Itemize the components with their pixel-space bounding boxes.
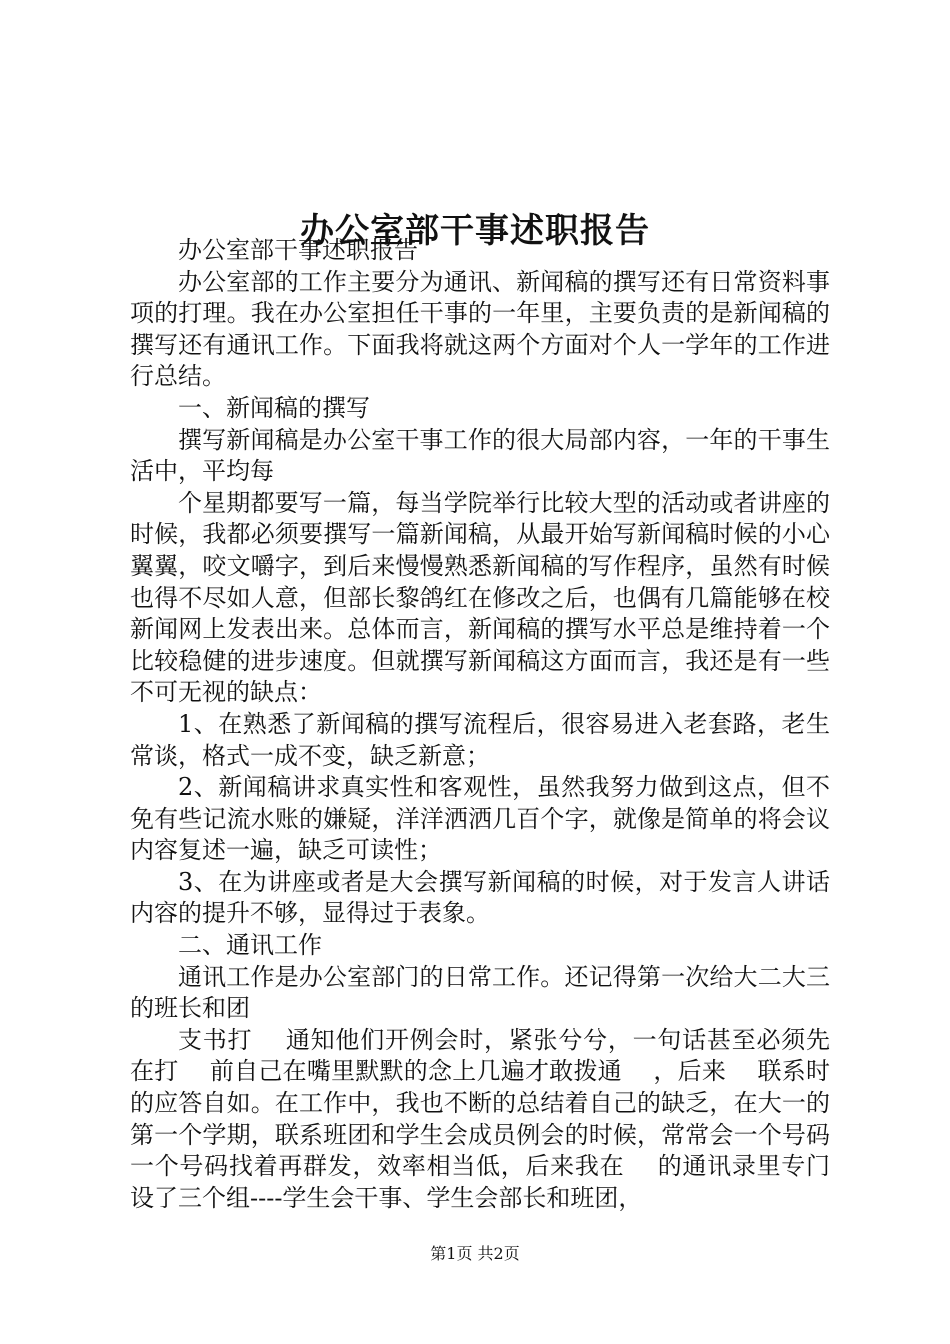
paragraph-news-1: 撰写新闻稿是办公室干事工作的很大局部内容，一年的干事生活中，平均每 — [130, 425, 830, 486]
paragraph-communication-1: 通讯工作是办公室部门的日常工作。还记得第一次给大二大三的班长和团 — [130, 962, 830, 1023]
list-item-shortcoming-2: 2、新闻稿讲求真实性和客观性，虽然我努力做到这点，但不免有些记流水账的嫌疑，洋洋洒洒几百个字，就像是简单的将会议内容复述一遍，缺乏可读性； — [130, 773, 830, 865]
list-item-shortcoming-1: 1、在熟悉了新闻稿的撰写流程后，很容易进入老套路，老生常谈，格式一成不变，缺乏新意； — [130, 709, 830, 770]
list-item-shortcoming-3: 3、在为讲座或者是大会撰写新闻稿的时候，对于发言人讲话内容的提升不够，显得过于表象。 — [130, 867, 830, 928]
paragraph-subtitle: 办公室部干事述职报告 — [178, 236, 418, 264]
paragraph-communication-2: 支书打 通知他们开例会时，紧张兮兮，一句话甚至必须先在打 前自己在嘴里默默的念上几遍才敢拨通 ，后来 联系时的应答自如。在工作中，我也不断的总结着自己的缺乏，在大一的第一个学期，联系班团和学生会成员例会的时候，常常会一个号码一个号码找着再群发，效率相当低，后来我在 的通讯录里专门设了三个组----学生会干事、学生会部长和班团， — [130, 1025, 830, 1212]
section-heading-news: 一、新闻稿的撰写 — [178, 393, 370, 422]
document-title: 办公室部干事述职报告 — [300, 210, 650, 251]
paragraph-news-2: 个星期都要写一篇，每当学院举行比较大型的活动或者讲座的时候，我都必须要撰写一篇新闻稿，从最开始写新闻稿时候的小心翼翼，咬文嚼字，到后来慢慢熟悉新闻稿的写作程序，虽然有时候也得不尽如人意，但部长黎鸽红在修改之后，也偶有几篇能够在校新闻网上发表出来。总体而言，新闻稿的撰写水平总是维持着一个比较稳健的进步速度。但就撰写新闻稿这方面而言，我还是有一些不可无视的缺点： — [130, 488, 830, 707]
paragraph-intro: 办公室部的工作主要分为通讯、新闻稿的撰写还有日常资料事项的打理。我在办公室担任干事的一年里，主要负责的是新闻稿的撰写还有通讯工作。下面我将就这两个方面对个人一学年的工作进行总结。 — [130, 267, 830, 391]
document-body — [130, 235, 830, 1214]
page-footer: 第1页 共2页 — [430, 1244, 520, 1263]
section-heading-communication: 二、通讯工作 — [178, 931, 322, 960]
